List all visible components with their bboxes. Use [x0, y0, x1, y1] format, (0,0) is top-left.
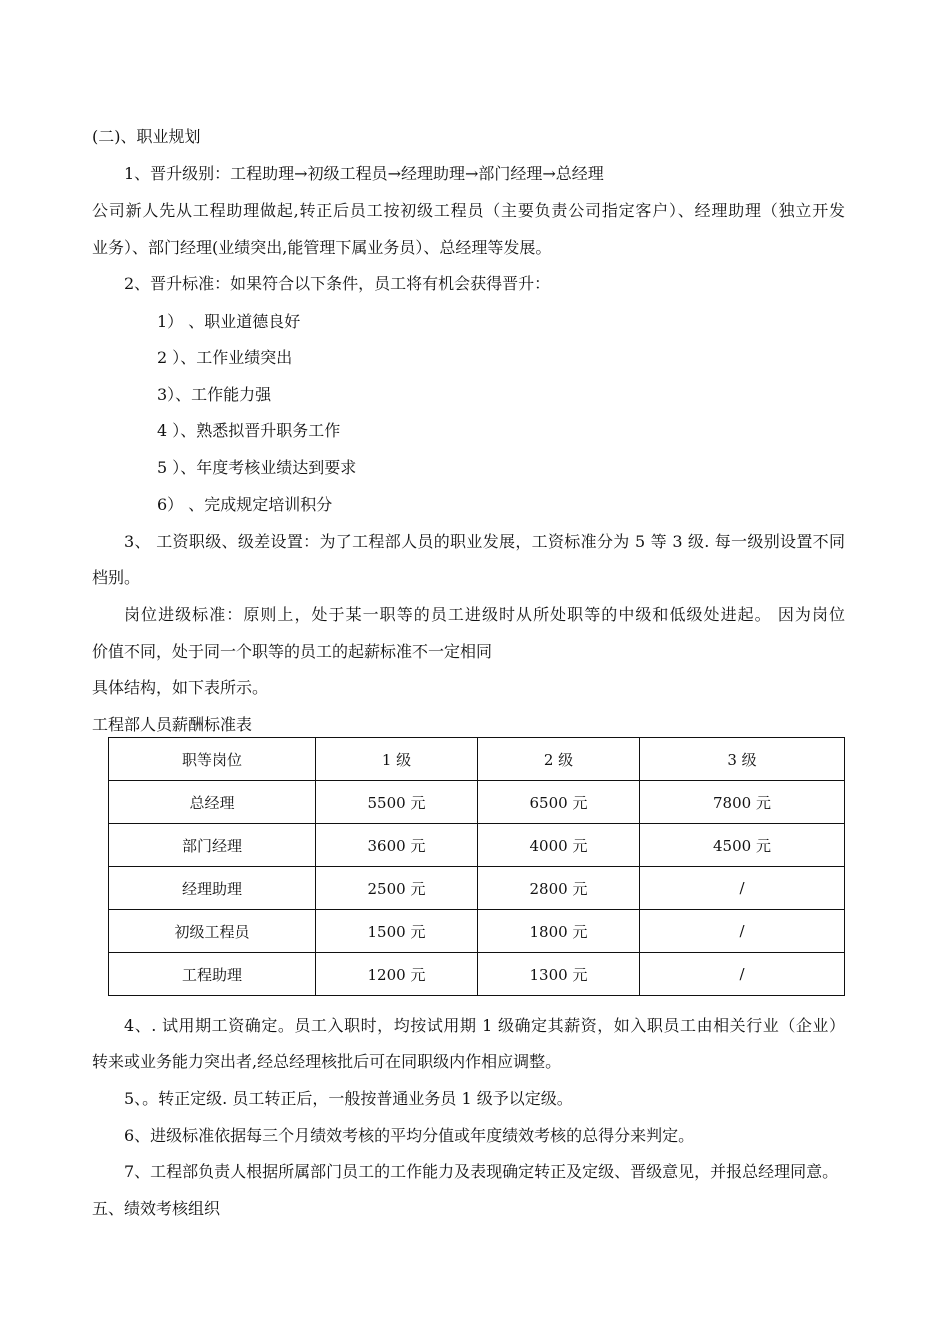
table-caption: 工程部人员薪酬标准表: [92, 715, 253, 734]
position-standard-line2: 价值不同，处于同一个职等的员工的起薪标准不一定相同: [92, 642, 493, 661]
table-cell: 经理助理: [109, 867, 316, 910]
promotion-condition-4: 4 ）、熟悉拟晋升职务工作: [157, 421, 341, 440]
salary-standard-table: [108, 737, 845, 996]
regularization-grading: 5、。转正定级. 员工转正后，一般按普通业务员 1 级予以定级。: [124, 1089, 573, 1108]
table-cell: 2800 元: [478, 867, 640, 910]
table-cell: /: [640, 867, 845, 910]
trial-salary-line2: 转来或业务能力突出者,经总经理核批后可在同职级内作相应调整。: [92, 1052, 562, 1071]
table-cell: 2500 元: [316, 867, 478, 910]
header-cell-position: 职等岗位: [109, 738, 316, 781]
table-cell: 1800 元: [478, 910, 640, 953]
table-cell: 初级工程员: [109, 910, 316, 953]
header-cell-level-1: 1 级: [316, 738, 478, 781]
table-row: [109, 953, 845, 996]
table-cell: 部门经理: [109, 824, 316, 867]
table-row: [109, 910, 845, 953]
promotion-condition-2: 2 ）、工作业绩突出: [157, 348, 293, 367]
table-row: [109, 781, 845, 824]
table-header-row: [109, 738, 845, 781]
table-cell: 总经理: [109, 781, 316, 824]
salary-grade-line1: 3、 工资职级、级差设置：为了工程部人员的职业发展，工资标准分为 5 等 3 级. 每一级别设置不同: [124, 532, 845, 551]
table-cell: 4000 元: [478, 824, 640, 867]
position-standard-line1: 岗位进级标准：原则上，处于某一职等的员工进级时从所处职等的中级和低级处进起。 因为岗位: [124, 605, 845, 624]
promotion-condition-1: 1） 、职业道德良好: [157, 312, 301, 331]
table-cell: 工程助理: [109, 953, 316, 996]
table-row: [109, 867, 845, 910]
section-heading: (二)、职业规划: [92, 127, 201, 146]
table-row: [109, 824, 845, 867]
promotion-levels-desc-line2: 业务）、部门经理(业绩突出,能管理下属业务员）、总经理等发展。: [92, 238, 552, 257]
promotion-condition-5: 5 ）、年度考核业绩达到要求: [157, 458, 357, 477]
table-cell: /: [640, 953, 845, 996]
table-cell: 7800 元: [640, 781, 845, 824]
table-cell: 5500 元: [316, 781, 478, 824]
header-cell-level-2: 2 级: [478, 738, 640, 781]
table-cell: 4500 元: [640, 824, 845, 867]
promotion-standard-title: 2、晋升标准：如果符合以下条件，员工将有机会获得晋升：: [124, 274, 551, 293]
trial-salary-line1: 4、. 试用期工资确定。员工入职时，均按试用期 1 级确定其薪资，如入职员工由相关行业（企业）: [124, 1016, 845, 1035]
promotion-levels-desc-line1: 公司新人先从工程助理做起,转正后员工按初级工程员（主要负责公司指定客户）、经理助理（独立开发: [92, 201, 845, 220]
table-cell: 6500 元: [478, 781, 640, 824]
promotion-condition-3: 3）、工作能力强: [157, 385, 272, 404]
table-cell: 1500 元: [316, 910, 478, 953]
department-head-responsibility: 7、工程部负责人根据所属部门员工的工作能力及表现确定转正及定级、晋级意见，并报总经理同意。: [124, 1162, 839, 1181]
header-cell-level-3: 3 级: [640, 738, 845, 781]
promotion-levels-title: 1、晋升级别：工程助理→初级工程员→经理助理→部门经理→总经理: [124, 164, 604, 183]
table-cell: 3600 元: [316, 824, 478, 867]
promotion-condition-6: 6） 、完成规定培训积分: [157, 495, 333, 514]
table-cell: /: [640, 910, 845, 953]
table-cell: 1300 元: [478, 953, 640, 996]
table-cell: 1200 元: [316, 953, 478, 996]
advancement-criteria: 6、进级标准依据每三个月绩效考核的平均分值或年度绩效考核的总得分来判定。: [124, 1126, 695, 1145]
section5-heading: 五、绩效考核组织: [92, 1199, 221, 1218]
salary-grade-line2: 档别。: [92, 568, 141, 587]
position-standard-line3: 具体结构，如下表所示。: [92, 678, 269, 697]
